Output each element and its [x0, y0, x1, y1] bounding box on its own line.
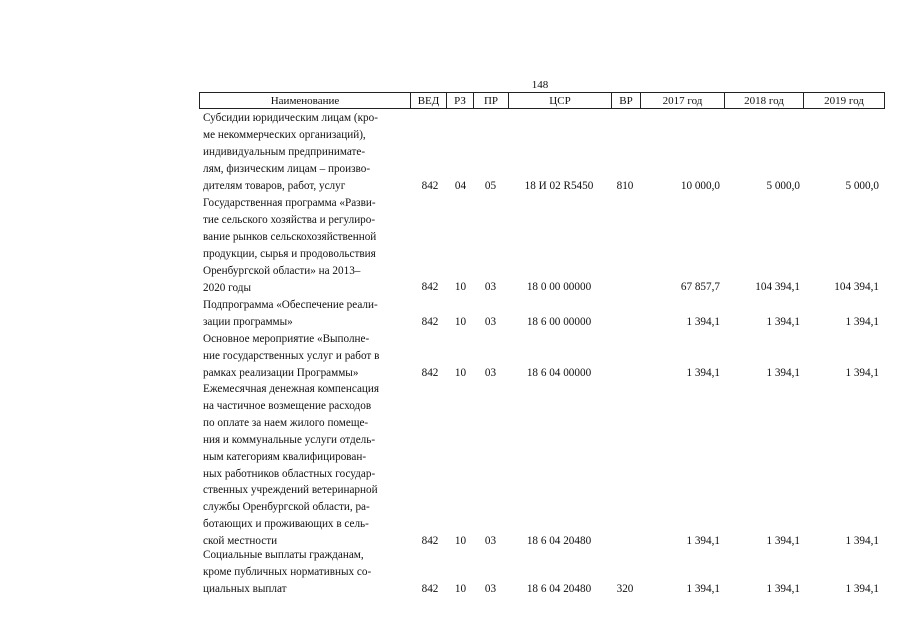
cell-rz: 10	[454, 535, 467, 548]
cell-vr: 810	[616, 179, 634, 192]
row-name-line: дителям товаров, работ, услуг	[203, 179, 346, 192]
row-name-line: тие сельского хозяйства и регулиро-	[203, 213, 376, 226]
page-number: 148	[531, 79, 549, 91]
cell-pr: 03	[484, 315, 497, 328]
cell-2017: 10 000,0	[680, 179, 720, 192]
row-name-line: лям, физическим лицам – произво-	[203, 162, 371, 175]
cell-csr: 18 6 04 00000	[526, 366, 592, 379]
cell-2019: 1 394,1	[845, 535, 879, 548]
cell-pr: 05	[484, 179, 497, 192]
cell-2019: 5 000,0	[845, 179, 879, 192]
header-2019: 2019 год	[803, 93, 884, 108]
header-2017: 2017 год	[640, 93, 724, 108]
cell-2017: 1 394,1	[686, 366, 720, 379]
header-name: Наименование	[270, 95, 340, 107]
header-pr: ПР	[473, 93, 508, 108]
cell-2019: 1 394,1	[845, 315, 879, 328]
row-name-line: ных работников областных государ-	[203, 467, 376, 480]
cell-ved: 842	[421, 179, 439, 192]
row-name-line: Субсидии юридическим лицам (кро-	[203, 112, 378, 124]
cell-csr: 18 6 04 20480	[526, 535, 592, 548]
table-row	[0, 331, 905, 382]
cell-vr: 320	[616, 582, 634, 595]
row-name-line: циальных выплат	[203, 582, 287, 595]
row-name	[203, 547, 411, 598]
row-name-line: ственных учреждений ветеринарной	[203, 484, 378, 497]
table-row	[0, 110, 905, 195]
row-name-line: вание рынков сельскохозяйственной	[203, 230, 377, 243]
row-name-line: на частичное возмещение расходов	[203, 399, 372, 412]
header-csr: ЦСР	[508, 93, 611, 108]
row-name-line: кроме публичных нормативных со-	[203, 565, 372, 578]
row-name-line: ным категориям квалифицирован-	[203, 450, 367, 463]
header-vr: ВР	[611, 93, 640, 108]
table-row	[0, 381, 905, 550]
row-name-line: Оренбургской области» на 2013–	[203, 264, 361, 277]
row-name-line: Подпрограмма «Обеспечение реали-	[203, 299, 378, 311]
cell-2018: 1 394,1	[766, 582, 800, 595]
row-name-line: Основное мероприятие «Выполне-	[203, 333, 370, 345]
header-2018: 2018 год	[724, 93, 803, 108]
row-name	[203, 297, 411, 331]
row-name-line: Ежемесячная денежная компенсация	[203, 383, 380, 395]
cell-rz: 10	[454, 582, 467, 595]
cell-ved: 842	[421, 582, 439, 595]
cell-rz: 10	[454, 281, 467, 294]
table-row	[0, 297, 905, 331]
row-name-line: ние государственных услуг и работ в	[203, 349, 380, 362]
cell-2018: 5 000,0	[766, 179, 800, 192]
row-name-line: Социальные выплаты гражданам,	[203, 549, 364, 561]
row-name-line: 2020 годы	[203, 281, 251, 294]
cell-rz: 04	[454, 179, 467, 192]
cell-2019: 1 394,1	[845, 366, 879, 379]
row-name-line: Государственная программа «Разви-	[203, 197, 376, 209]
row-name	[203, 110, 411, 195]
table-row	[0, 547, 905, 598]
cell-pr: 03	[484, 582, 497, 595]
row-name	[203, 381, 411, 550]
row-name-line: ской местности	[203, 535, 278, 548]
cell-pr: 03	[484, 535, 497, 548]
row-name-line: зации программы»	[203, 315, 293, 328]
row-name-line: ния и коммунальные услуги отдель-	[203, 433, 376, 446]
cell-rz: 10	[454, 315, 467, 328]
row-name-line: службы Оренбургской области, ра-	[203, 501, 370, 514]
table-row	[0, 195, 905, 296]
cell-2018: 1 394,1	[766, 535, 800, 548]
cell-ved: 842	[421, 535, 439, 548]
cell-2019: 1 394,1	[845, 582, 879, 595]
header-rz: РЗ	[446, 93, 473, 108]
cell-2018: 104 394,1	[755, 281, 800, 294]
cell-csr: 18 6 00 00000	[526, 315, 592, 328]
header-ved: ВЕД	[410, 93, 446, 108]
cell-csr: 18 0 00 00000	[526, 281, 592, 294]
row-name-line: рамках реализации Программы»	[203, 366, 359, 379]
cell-2017: 1 394,1	[686, 315, 720, 328]
cell-ved: 842	[421, 315, 439, 328]
table-header	[199, 92, 885, 109]
row-name	[203, 195, 411, 296]
row-name-line: ботающих и проживающих в сель-	[203, 518, 369, 531]
cell-ved: 842	[421, 281, 439, 294]
cell-pr: 03	[484, 281, 497, 294]
row-name-line: ме некоммерческих организаций),	[203, 128, 366, 141]
row-name-line: продукции, сырья и продовольствия	[203, 247, 376, 260]
cell-2017: 67 857,7	[680, 281, 720, 294]
cell-pr: 03	[484, 366, 497, 379]
cell-2018: 1 394,1	[766, 366, 800, 379]
cell-2017: 1 394,1	[686, 535, 720, 548]
cell-2018: 1 394,1	[766, 315, 800, 328]
cell-ved: 842	[421, 366, 439, 379]
row-name	[203, 331, 411, 382]
row-name-line: индивидуальным предпринимате-	[203, 145, 366, 158]
cell-rz: 10	[454, 366, 467, 379]
row-name-line: по оплате за наем жилого помеще-	[203, 416, 369, 429]
cell-2017: 1 394,1	[686, 582, 720, 595]
cell-csr: 18 И 02 R5450	[524, 179, 594, 192]
cell-2019: 104 394,1	[834, 281, 879, 294]
cell-csr: 18 6 04 20480	[526, 582, 592, 595]
